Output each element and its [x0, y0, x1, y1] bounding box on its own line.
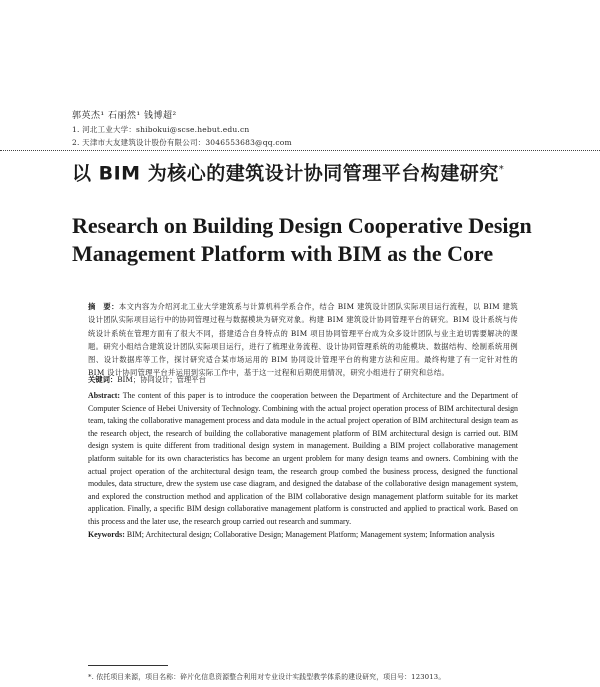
header-divider — [0, 150, 600, 151]
keywords-chinese-label: 关键词： — [88, 375, 118, 384]
keywords-chinese-text: BIM；协同设计；管理平台 — [117, 375, 206, 384]
keywords-chinese — [88, 375, 206, 385]
affiliation-2: 2. 天津市大友建筑设计股份有限公司：3046553683@qq.com — [72, 138, 292, 147]
abstract-english-text: The content of this paper is to introduce the cooperation between the Department of Architecture and the Department of Computer Science of Hebei University of Technology. Combining with the actual project operation process of BIM architectural design team, taking the collaborative management process and data module in the actual project operation of BIM architectural design team as the research object, the research of building the collaborative management platform of BIM architectural design is carried out. BIM design system is quite different from traditional design system in management. Building a BIM project collaborative management platform suitable for its own characteristics has become an urgent problem for many design teams and owners. Combining with the actual project operation of the architectural design team, the research group combed the business process, designed the functional modules, data structure, drew the system use case diagram, and designed the database of the collaborative design management system, and explored the construction method and application of the BIM collaborative design management platform suitable for its market application. Finally, a specific BIM design collaborative management platform is constructed and applied to practical work. Based on this process and the later use, the research group carried out research and summary. — [88, 391, 518, 526]
abstract-chinese-text: 本文内容为介绍河北工业大学建筑系与计算机科学系合作，结合 BIM 建筑设计团队实际项目运行流程，以 BIM 建筑设计团队实际项目运行中的协同管理过程与数据模块为研究对象。构建 BIM 建筑设计协同管理平台的研究。BIM 设计系统与传统设计系统在管理方面有了很大不同，搭建适合自身特点的 BIM 项目协同管理平台成为众多设计团队与业主迫切需要解决的课题。研究小组结合建筑设计团队实际项目运行，进行了梳理业务流程、设计协同管理系统的功能模块、数据结构、绘制系统用例图、设计数据库等工作，探讨研究适合某市场运用的 BIM 协同设计管理平台的构建方法和应用。最终构建了有一定针对性的 BIM 设计协同管理平台并运用到实际工作中，基于这一过程和后期使用情况，研究小组进行了研究和总结。 — [88, 302, 518, 378]
footnote-divider — [88, 665, 168, 666]
keywords-english-label: Keywords: — [88, 529, 125, 539]
title-english: Research on Building Design Cooperative Design Management Platform with BIM as the Core — [72, 213, 532, 266]
abstract-english-label: Abstract: — [88, 391, 120, 400]
title-footnote-mark: * — [498, 164, 505, 175]
abstract-chinese-label: 摘 要： — [88, 302, 119, 311]
affiliation-1: 1. 河北工业大学：shibokui@scse.hebut.edu.cn — [72, 125, 250, 134]
footnote-funding: *. 依托项目来源，项目名称：碎片化信息资源整合利用对专业设计实践型教学体系的建设研究，项目号：123013。 — [88, 673, 446, 681]
title-chinese-text: 以 BIM 为核心的建筑设计协同管理平台构建研究 — [72, 162, 499, 185]
title-chinese — [72, 157, 542, 186]
keywords-english-text: BIM; Architectural design; Collaborative Design; Management Platform; Management system; Information analysis — [126, 529, 495, 539]
abstract-english — [88, 390, 518, 541]
abstract-chinese — [88, 300, 518, 380]
author-names: 郭英杰¹ 石丽然¹ 钱博超² — [72, 111, 177, 121]
